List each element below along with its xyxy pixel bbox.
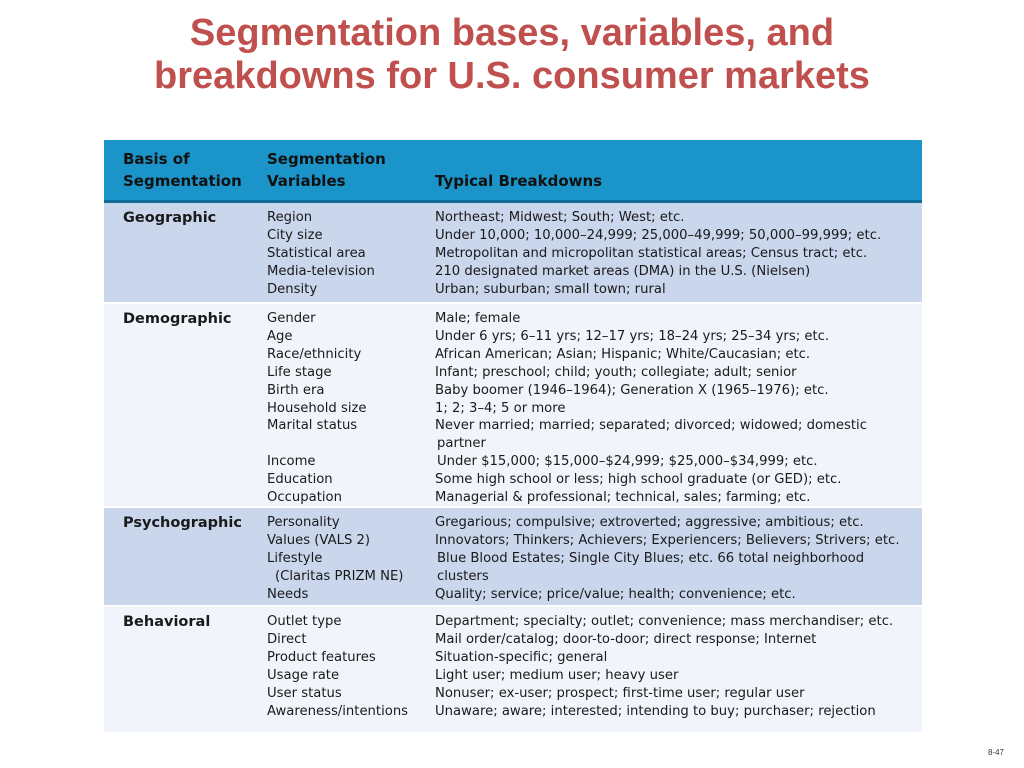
breakdown-item: 210 designated market areas (DMA) in the U.S. (Nielsen) [435,263,811,279]
variable-item: Usage rate [267,667,340,683]
slide-title-line-2: breakdowns for U.S. consumer markets [154,55,870,97]
variable-item-continued: (Claritas PRIZM NE) [275,568,404,584]
breakdown-item: African American; Asian; Hispanic; White/Caucasian; etc. [435,346,811,362]
variable-item: Marital status [267,418,358,434]
basis-label: Psychographic [123,515,242,531]
header-variables-line-2: Variables [267,172,346,190]
breakdown-item: Infant; preschool; child; youth; collegiate; adult; senior [435,364,797,380]
variables-column [267,514,427,604]
variable-item: Income [267,454,316,470]
breakdown-item: Nonuser; ex-user; prospect; first-time user; regular user [435,685,805,701]
variable-item: City size [267,227,323,243]
variables-column [267,209,427,299]
variable-spacer [267,435,427,453]
variable-item: Lifestyle [267,550,323,566]
variable-item: User status [267,685,342,701]
header-variables-line-1: Segmentation [267,150,386,168]
basis-label: Demographic [123,311,232,327]
breakdown-item-continued: clusters [437,568,489,584]
variable-item: Density [267,281,318,297]
breakdown-item: Managerial & professional; technical, sales; farming; etc. [435,490,811,506]
breakdown-item: Some high school or less; high school graduate (or GED); etc. [435,472,842,488]
variable-item: Birth era [267,382,325,398]
header-breakdowns: Typical Breakdowns [435,172,603,190]
breakdown-item: Never married; married; separated; divorced; widowed; domestic [435,418,867,434]
table-group-geographic [104,203,922,302]
breakdown-item: Light user; medium user; heavy user [435,667,679,683]
table-group-behavioral [104,607,922,732]
variable-item: Statistical area [267,245,366,261]
variable-item: Direct [267,631,307,647]
breakdown-item: Male; female [435,311,521,326]
breakdown-item: Quality; service; price/value; health; convenience; etc. [435,586,796,602]
variable-item: Needs [267,586,309,602]
basis-label: Geographic [123,210,217,226]
breakdown-item: Blue Blood Estates; Single City Blues; etc. 66 total neighborhood [437,550,865,566]
breakdowns-column [435,514,915,604]
breakdown-item: 1; 2; 3–4; 5 or more [435,400,566,416]
variables-column [267,310,427,507]
slide-title [0,12,1024,98]
variable-item: Product features [267,649,376,665]
variable-item: Values (VALS 2) [267,532,371,548]
slide-title-line-1: Segmentation bases, variables, and [189,12,835,54]
breakdowns-column [435,209,915,299]
breakdown-item: Gregarious; compulsive; extroverted; aggressive; ambitious; etc. [435,515,864,530]
breakdown-item: Under $15,000; $15,000–$24,999; $25,000–$34,999; etc. [437,454,818,470]
breakdown-item: Baby boomer (1946–1964); Generation X (1965–1976); etc. [435,382,829,398]
variable-item: Household size [267,400,367,416]
variable-item: Outlet type [267,614,342,629]
variable-item: Region [267,210,313,225]
variable-item: Media-television [267,263,375,279]
variable-item: Education [267,472,333,488]
breakdown-item: Northeast; Midwest; South; West; etc. [435,210,685,225]
table-group-demographic [104,304,922,506]
header-basis-line-1: Basis of [123,150,190,168]
breakdowns-column [435,613,915,720]
variable-item: Awareness/intentions [267,703,409,719]
variable-item: Occupation [267,490,342,506]
variables-column [267,613,427,720]
breakdown-item: Urban; suburban; small town; rural [435,281,666,297]
breakdown-item: Mail order/catalog; door-to-door; direct response; Internet [435,631,817,647]
table-group-psychographic [104,508,922,605]
breakdown-item: Innovators; Thinkers; Achievers; Experiencers; Believers; Strivers; etc. [435,532,900,548]
variable-item: Race/ethnicity [267,346,362,362]
breakdown-item: Under 6 yrs; 6–11 yrs; 12–17 yrs; 18–24 yrs; 25–34 yrs; etc. [435,328,830,344]
breakdown-item: Situation-specific; general [435,649,608,665]
breakdowns-column [435,310,915,507]
slide-number: 8-47 [987,748,1004,757]
breakdown-item: Department; specialty; outlet; convenience; mass merchandiser; etc. [435,614,894,629]
basis-label: Behavioral [123,614,211,630]
variable-item: Gender [267,311,316,326]
breakdown-item: Metropolitan and micropolitan statistical areas; Census tract; etc. [435,245,868,261]
variable-item: Life stage [267,364,332,380]
breakdown-item-continued: partner [437,436,486,452]
breakdown-item: Under 10,000; 10,000–24,999; 25,000–49,999; 50,000–99,999; etc. [435,227,882,243]
table-header [104,140,922,203]
header-basis-line-2: Segmentation [123,172,242,190]
variable-item: Age [267,328,293,344]
segmentation-table [104,140,922,732]
breakdown-item: Unaware; aware; interested; intending to buy; purchaser; rejection [435,703,876,719]
variable-item: Personality [267,515,340,530]
